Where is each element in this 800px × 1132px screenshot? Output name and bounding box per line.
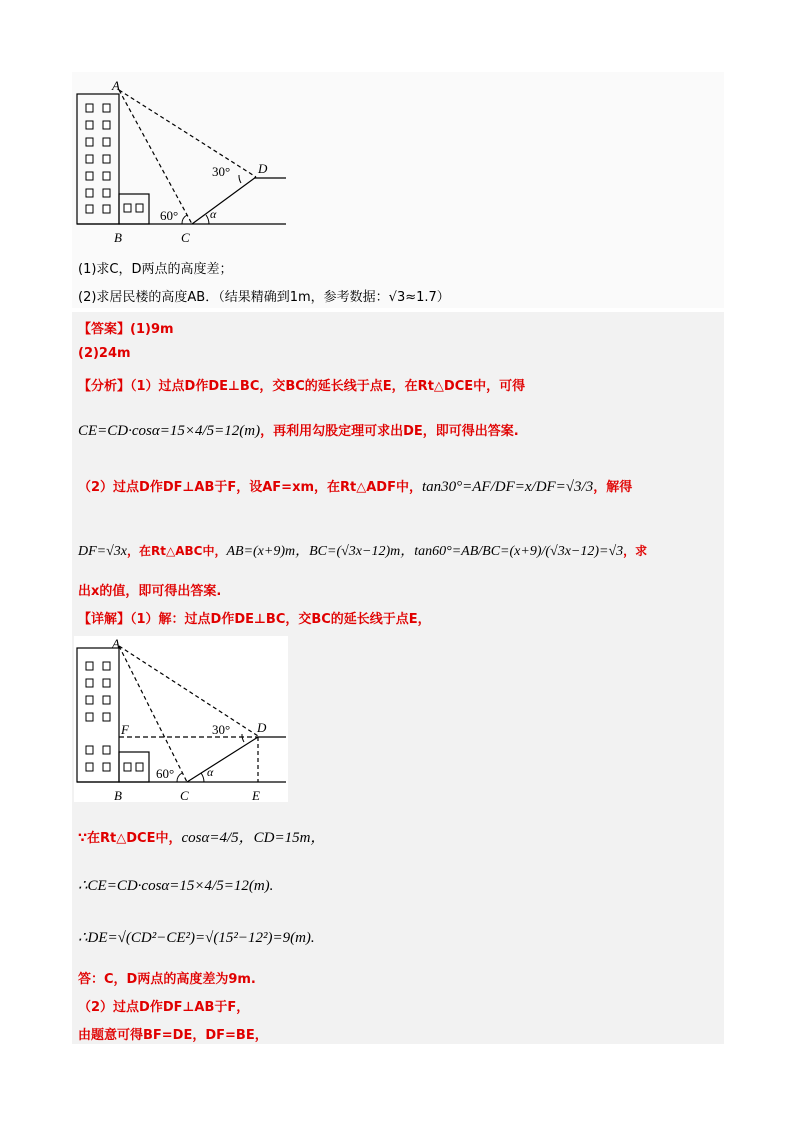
analysis-text-3-end: ，解得 <box>593 480 633 495</box>
detail-step-6: 由题意可得BF=DE，DF=BE， <box>78 1028 268 1043</box>
fig2-angle-60: 60° <box>156 766 175 781</box>
analysis-formula-1: CE=CD·cosα=15×4/5=12(m) <box>78 423 261 439</box>
fig2-label-b: B <box>114 788 122 802</box>
detail-step-3: ∴DE=√(CD²−CE²)=√(15²−12²)=9(m). <box>78 930 315 946</box>
analysis-text-1: （1）过点D作DE⊥BC，交BC的延长线于点E，在Rt△DCE中，可得 <box>130 379 526 394</box>
fig2-angle-alpha: α <box>207 765 214 779</box>
answer-1: (1)9m <box>130 322 174 337</box>
fig2-angle-30: 30° <box>212 722 231 737</box>
figure-2 <box>74 636 288 802</box>
analysis-formula-2: tan30°=AF/DF=x/DF=√3/3 <box>421 479 594 495</box>
analysis-line-3 <box>78 476 632 496</box>
fig1-label-a: A <box>112 78 120 93</box>
answer-tag: 【答案】 <box>78 322 131 337</box>
fig1-label-c: C <box>181 230 190 245</box>
fig2-label-e: E <box>252 788 260 802</box>
detail-step-1a: ∵在Rt△DCE中， <box>78 831 182 846</box>
detail-text-1: （1）解：过点D作DE⊥BC，交BC的延长线于点E， <box>130 612 431 627</box>
building <box>77 94 119 224</box>
fig2-label-f: F <box>121 722 129 737</box>
detail-tag: 【详解】 <box>78 612 131 627</box>
fig1-angle-60: 60° <box>160 208 179 223</box>
detail-step-1b: cosα=4/5，CD=15m， <box>181 830 326 846</box>
fig1-label-d: D <box>258 161 268 176</box>
fig1-angle-30: 30° <box>212 164 231 179</box>
analysis-line-2 <box>78 420 519 440</box>
analysis-text-4: ，在Rt△ABC中， <box>127 544 227 558</box>
fig2-label-c: C <box>180 788 189 802</box>
question-2: (2)求居民楼的高度AB．（结果精确到1m，参考数据：√3≈1.7） <box>78 290 450 305</box>
analysis-tag: 【分析】 <box>78 379 131 394</box>
analysis-line-1 <box>78 375 525 394</box>
fig2-label-a: A <box>112 636 120 651</box>
analysis-formula-3: DF=√3x <box>78 544 128 559</box>
fig1-angle-alpha: α <box>210 207 217 221</box>
analysis-text-2: ，再利用勾股定理可求出DE，即可得出答案. <box>260 424 519 439</box>
fig1-label-b: B <box>114 230 122 245</box>
detail-step-1 <box>78 826 325 847</box>
detail-line-1 <box>78 608 431 627</box>
question-1: (1)求C，D两点的高度差； <box>78 262 233 277</box>
analysis-text-3: （2）过点D作DF⊥AB于F，设AF=xm，在Rt△ADF中， <box>78 480 422 495</box>
answer-line-1 <box>78 318 174 337</box>
answer-2: (2)24m <box>78 346 131 361</box>
detail-step-2: ∴CE=CD·cosα=15×4/5=12(m). <box>78 878 274 894</box>
figure-1 <box>74 76 294 248</box>
fig2-label-d: D <box>257 720 267 735</box>
analysis-formula-4: AB=(x+9)m，BC=(√3x−12)m，tan60°=AB/BC=(x+9)/(√3x−12)=√3 <box>226 544 624 559</box>
detail-step-4: 答：C，D两点的高度差为9m. <box>78 972 256 987</box>
analysis-line-5: 出x的值，即可得出答案. <box>78 584 222 599</box>
analysis-text-4-end: ，求 <box>623 544 648 558</box>
analysis-line-4 <box>78 540 647 560</box>
detail-step-5: （2）过点D作DF⊥AB于F， <box>78 1000 250 1015</box>
